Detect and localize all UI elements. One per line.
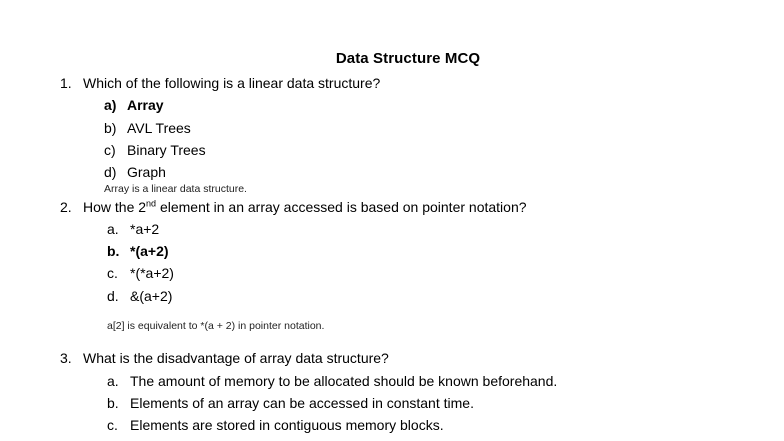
document-title: Data Structure MCQ bbox=[335, 50, 481, 67]
option-letter: c. bbox=[107, 265, 118, 281]
option-letter: b) bbox=[104, 120, 117, 136]
option-text: Elements of an array can be accessed in constant time. bbox=[130, 395, 474, 411]
question-text-part: element in an array accessed is based on pointer notation? bbox=[156, 199, 527, 215]
option-letter: b. bbox=[107, 395, 119, 411]
question-number: 1. bbox=[60, 75, 72, 91]
option-text: *(*a+2) bbox=[130, 265, 174, 281]
option-letter: a) bbox=[104, 97, 117, 113]
option-letter: c) bbox=[104, 142, 116, 158]
option-letter: c. bbox=[107, 417, 118, 433]
option-text: *a+2 bbox=[130, 221, 160, 237]
option-text: Elements are stored in contiguous memory blocks. bbox=[130, 417, 444, 433]
question-text bbox=[83, 199, 527, 215]
option-letter: b. bbox=[107, 243, 120, 259]
answer-note: a[2] is equivalent to *(a + 2) in pointer notation. bbox=[107, 320, 325, 332]
option-letter: d. bbox=[107, 288, 119, 304]
option-letter: a. bbox=[107, 221, 119, 237]
option-text: Binary Trees bbox=[127, 142, 206, 158]
question-number: 2. bbox=[60, 199, 72, 215]
option-letter: a. bbox=[107, 373, 119, 389]
answer-note: Array is a linear data structure. bbox=[104, 183, 247, 195]
question-text: Which of the following is a linear data structure? bbox=[83, 75, 381, 91]
option-text-correct: *(a+2) bbox=[130, 243, 169, 259]
option-text: AVL Trees bbox=[127, 120, 191, 136]
question-number: 3. bbox=[60, 350, 72, 366]
option-text-correct: The amount of memory to be allocated should be known beforehand. bbox=[130, 373, 558, 389]
question-text-part: How the 2 bbox=[83, 199, 147, 215]
question-text: What is the disadvantage of array data structure? bbox=[83, 350, 389, 366]
option-text: &(a+2) bbox=[130, 288, 173, 304]
option-text: Graph bbox=[127, 164, 166, 180]
option-text-correct: Array bbox=[127, 97, 164, 113]
question-text-superscript: nd bbox=[146, 198, 157, 209]
option-letter: d) bbox=[104, 164, 117, 180]
